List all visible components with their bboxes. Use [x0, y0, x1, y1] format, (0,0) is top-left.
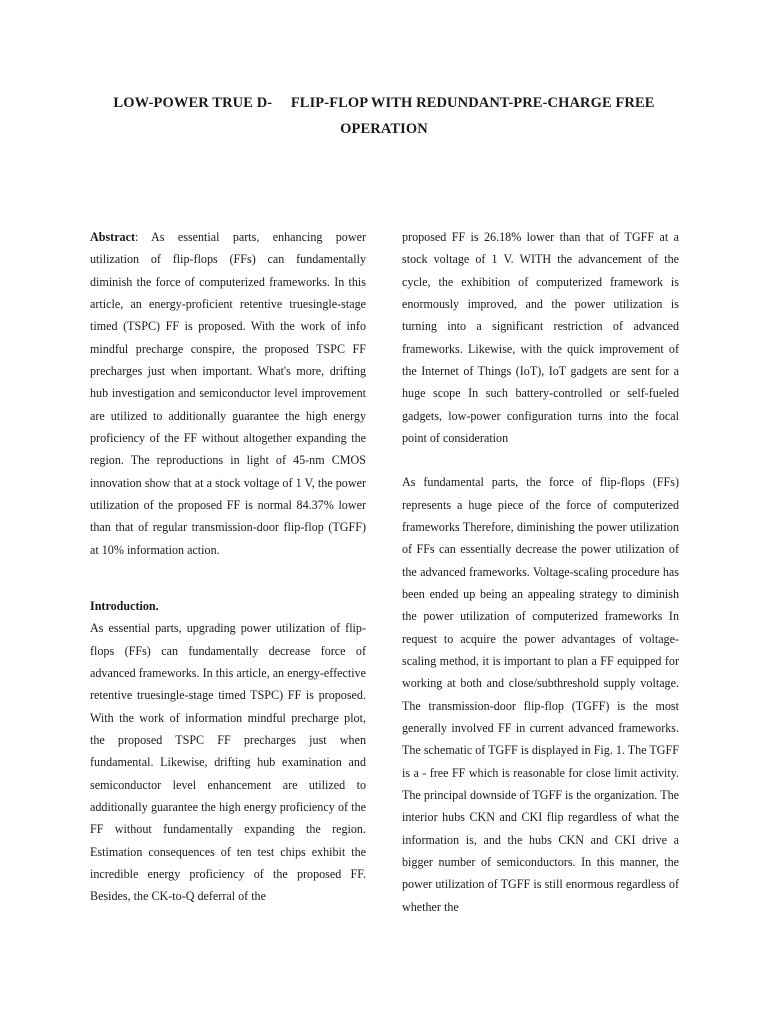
introduction-text: As essential parts, upgrading power utilization of flip-flops (FFs) can fundamentally decrease force of advanced frameworks. In this article, an energy-effective retentive truesingle-stage timed TSPC) FF is proposed. With the work of information mindful precharge plot, the proposed TSPC FF precharges just when fundamental. Likewise, drifting hub examination and semiconductor level enhancement are utilized to additionally guarantee the high energy proficiency of the FF without fundamentally expanding the region. Estimation consequences of ten test chips exhibit the incredible energy proficiency of the proposed FF. Besides, the CK-to-Q deferral of the — [90, 621, 366, 904]
abstract-heading: Abstract — [90, 230, 136, 244]
right-paragraph-2: As fundamental parts, the force of flip-flops (FFs) represents a huge piece of the force of computerized frameworks Therefore, diminishing the power utilization of FFs can essentially decrease the power utilization of the advanced frameworks. Voltage-scaling procedure has been ended up being an appealing strategy to diminish the power utilization of computerized frameworks In request to acquire the power advantages of voltage-scaling method, it is important to plan a FF equipped for working at both and close/subthreshold supply voltage. The transmission-door flip-flop (TGFF) is the most generally involved FF in current advanced frameworks. The schematic of TGFF is displayed in Fig. 1. The TGFF is a - free FF which is reasonable for close limit activity. The principal downside of TGFF is the organization. The interior hubs CKN and CKI flip regardless of what the information is, and the hubs CKN and CKI drive a bigger number of semiconductors. In this manner, the power utilization of TGFF is still enormous regardless of whether the — [402, 475, 679, 914]
left-column — [90, 226, 366, 908]
right-paragraph-1: proposed FF is 26.18% lower than that of TGFF at a stock voltage of 1 V. WITH the advancement of the cycle, the exhibition of computerized framework is enormously improved, and the power utilization is turning into a significant restriction of advanced frameworks. Likewise, with the quick improvement of the Internet of Things (IoT), IoT gadgets are sent for a huge scope In such battery-controlled or self-fueled gadgets, low-power configuration turns into the focal point of consideration — [402, 230, 679, 445]
right-column — [402, 226, 679, 918]
title-line-2: OPERATION — [340, 121, 428, 137]
paper-title — [60, 90, 708, 142]
abstract-text: : As essential parts, enhancing power utilization of flip-flops (FFs) can fundamentally diminish the force of computerized frameworks. In this article, an energy-proficient retentive truesingle-stage timed (TSPC) FF is proposed. With the work of info mindful precharge conspire, the proposed TSPC FF precharges just when important. What's more, drifting hub investigation and semiconductor level improvement are utilized to additionally guarantee the high energy proficiency of the FF without altogether expanding the region. The reproductions in light of 45-nm CMOS innovation show that at a stock voltage of 1 V, the power utilization of the proposed FF is normal 84.37% lower than that of regular transmission-door flip-flop (TGFF) at 10% information action. — [90, 230, 366, 557]
title-line-1: LOW-POWER TRUE D- FLIP-FLOP WITH REDUNDANT-PRE-CHARGE FREE — [113, 95, 655, 111]
introduction-heading: Introduction. — [90, 598, 159, 613]
abstract-paragraph — [90, 226, 366, 561]
